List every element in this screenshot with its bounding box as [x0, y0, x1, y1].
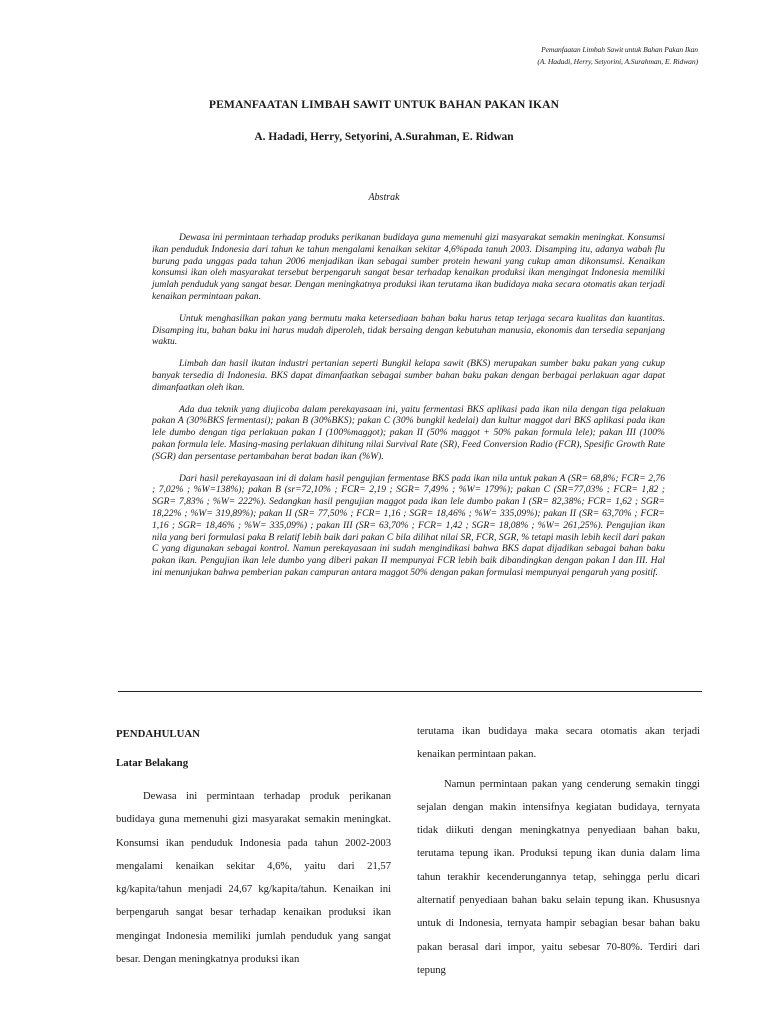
- paper-authors: A. Hadadi, Herry, Setyorini, A.Surahman, E. Ridwan: [254, 131, 514, 143]
- running-head: [338, 44, 698, 68]
- abstract-paragraph: Ada dua teknik yang diujicoba dalam perekayasaan ini, yaitu fermentasi BKS aplikasi pada ikan nila dengan tiga pelakuan pakan A (30%BKS fermentasi); pakan B (30%BKS); pakan C (30% bungkil kedelai) dan kultur maggot dari BKS aplikasi pada ikan lele dumbo dengan tiga perlakuan pakan I (100%maggot); pakan II (50% maggot + 50% pakan formula lele); pakan III (100% pakan formula lele. Masing-masing perlakuan dihitung nilai Survival Rate (SR), Feed Conversion Radio (FCR), Spesific Growth Rate (SGR) dan persentase pertambahan berat badan ikan (%W).: [152, 403, 665, 462]
- left-column: [116, 728, 391, 971]
- running-head-authors: (A. Hadadi, Herry, Setyorini, A.Surahman, E. Ridwan): [537, 57, 698, 66]
- running-head-title: Pemanfaatan Limbah Sawit untuk Bahan Pakan Ikan: [541, 45, 698, 54]
- section-divider: [118, 691, 702, 692]
- abstract-paragraph: Untuk menghasilkan pakan yang bermutu maka ketersediaan bahan baku harus tetap terjaga secara kualitas dan kuantitas. Disamping itu, bahan baku ini harus mudah diperoleh, tidak bersaing dengan kebutuhan manusia, ekonomis dan tersedia sepanjang waktu.: [152, 312, 665, 348]
- right-column: [417, 720, 700, 982]
- paper-title: PEMANFAATAN LIMBAH SAWIT UNTUK BAHAN PAKAN IKAN: [208, 98, 560, 111]
- body-paragraph-continuation: terutama ikan budidaya maka secara otomatis akan terjadi kenaikan permintaan pakan.: [417, 726, 700, 761]
- abstract-body: [152, 232, 665, 589]
- abstract-heading: Abstrak: [368, 192, 400, 203]
- section-heading: PENDAHULUAN: [116, 728, 200, 740]
- abstract-paragraph: Limbah dan hasil ikutan industri pertanian seperti Bungkil kelapa sawit (BKS) merupakan sumber baku pakan yang cukup banyak tersedia di Indonesia. BKS dapat dimanfaatkan sebagai sumber bahan baku pakan dengan berbagai perlakuan agar dapat dimanfaatkan oleh ikan.: [152, 358, 665, 393]
- subsection-heading: Latar Belakang: [116, 757, 189, 769]
- body-paragraph: Dewasa ini permintaan terhadap produk perikanan budidaya guna memenuhi gizi masyarakat semakin meningkat. Konsumsi ikan penduduk Indonesia pada tahun 2002-2003 mengalami kenaikan sekitar 4,6%, yaitu dari 21,57 kg/kapita/tahun menjadi 24,67 kg/kapita/tahun. Kenaikan ini berpengaruh sangat besar terhadap kenaikan produksi ikan mengingat Indonesia memiliki jumlah penduduk yang sangat besar. Dengan meningkatnya produksi ikan: [116, 791, 391, 966]
- abstract-paragraph: Dari hasil perekayasaan ini di dalam hasil pengujian fermentase BKS pada ikan nila untuk pakan A (SR= 68,8%; FCR= 2,76 ; 7,02% ; %W=138%); pakan B (sr=72,10% ; FCR= 2,19 ; SGR= 7,49% ; %W= 179%); pakan C (SR=77,03% ; FCR= 1,82 ; SGR= 7,83% ; %W= 222%). Sedangkan hasil pengujian maggot pada ikan lele dumbo pakan I (SR= 82,38%; FCR= 1,62 ; SGR= 18,22% ; %W= 319,89%); pakan II (SR= 77,50% ; FCR= 1,16 ; SGR= 18,46% ; %W= 335,09%); pakan II (SR= 63,70% ; FCR= 1,16 ; SGR= 18,46% ; %W= 335,09%) ; pakan III (SR= 63,70% ; FCR= 1,42 ; SGR= 18,08% ; %W= 261,25%). Pengujian ikan nila yang beri formulasi paka B relatif lebih baik dari pakan C bila dilihat nilai SR, FCR, SGR, % tetapi masih lebih kecil dari pakan C yang digunakan sebagai kontrol. Namun perekayasaan ini sudah mengindikasi bahwa BKS dapat dijadikan sebagai bahan baku pakan ikan. Pengujian ikan lele dumbo yang diberi pakan II mempunyai FCR lebih baik dibandingkan dengan pakan I dan III. Hal ini menunjukan bahwa pemberian pakan campuran antara maggot 50% dengan pakan formulasi mempunyai pengaruh yang positif.: [152, 472, 665, 578]
- abstract-paragraph: Dewasa ini permintaan terhadap produks perikanan budidaya guna memenuhi gizi masyarakat semakin meningkat. Konsumsi ikan penduduk Indonesia dari tahun ke tahun mengalami kenaikan sekitar 4,6%pada tanuh 2003. Disamping itu, adanya wabah flu burung pada unggas pada tahun 2006 menjadikan ikan sebagai sumber protein hewani yang cukup aman dikonsumsi. Kenaikan konsumsi ikan oleh masyarakat tersebut berpengaruh sangat besar terhadap kenaikan produksi ikan mengingat Indonesia memiliki jumlah penduduk yang sangat besar. Dengan meningkatnya produksi ikan terutama ikan budidaya maka secara otomatis akan terjadi kenaikan permintaan pakan.: [152, 232, 665, 302]
- body-paragraph: Namun permintaan pakan yang cenderung semakin tinggi sejalan dengan makin intensifnya kegiatan budidaya, ternyata tidak diikuti dengan meningkatnya penyediaan bahan baku, terutama tepung ikan. Produksi tepung ikan dunia dalam lima tahun terakhir kecenderungannya tetap, sehingga perlu dicari alternatif penyediaan bahan baku selain tepung ikan. Khususnya untuk di Indonesia, ternyata hampir sebagian besar bahan baku pakan berasal dari impor, yaitu sebesar 70-80%. Terdiri dari tepung: [417, 778, 700, 976]
